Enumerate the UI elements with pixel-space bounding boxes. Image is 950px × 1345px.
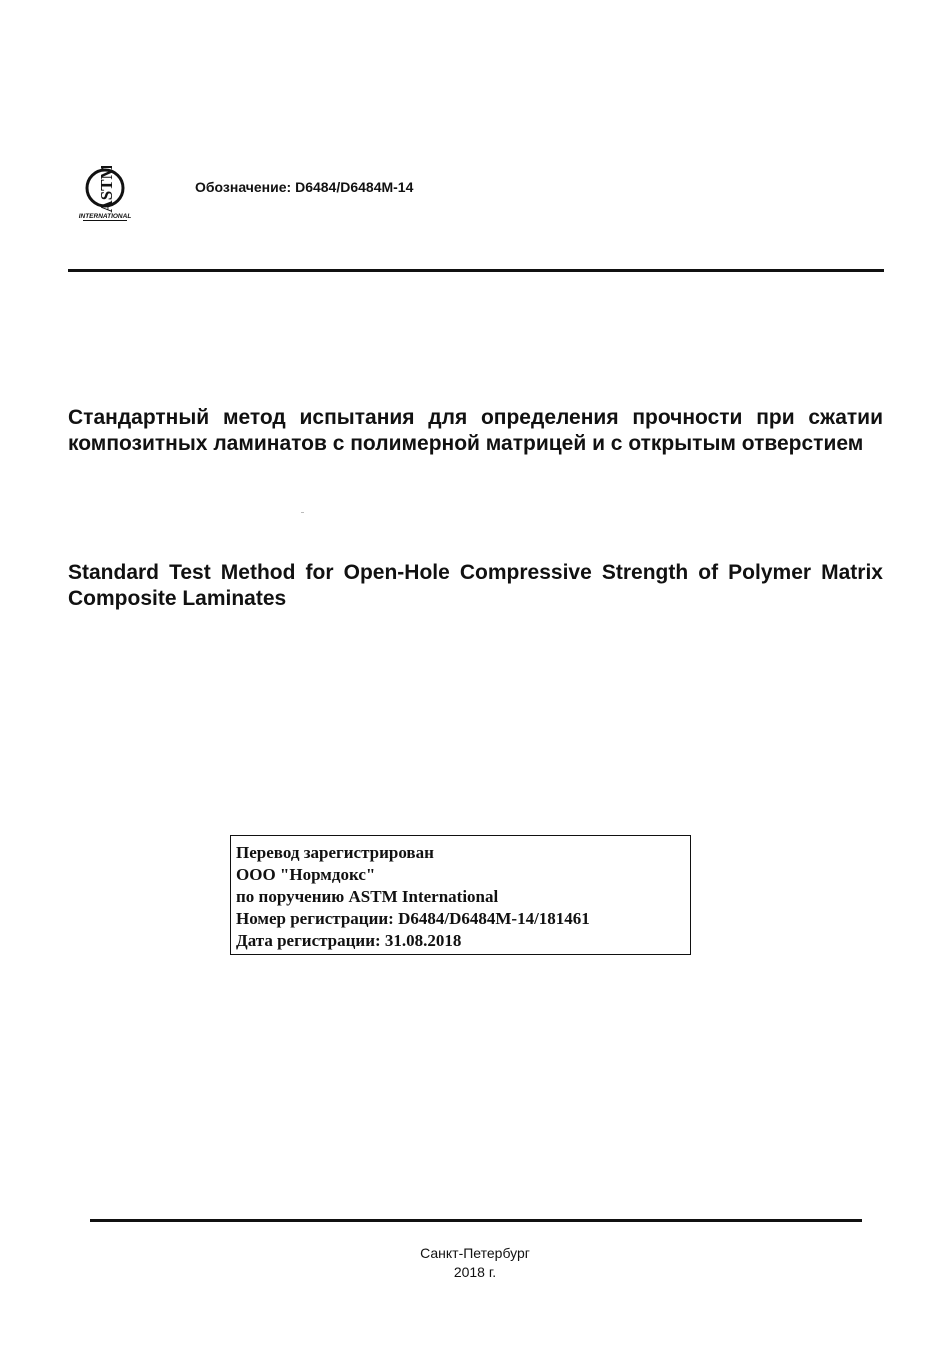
footer-year: 2018 г. <box>453 1264 497 1280</box>
designation-value: D6484/D6484M-14 <box>295 179 414 195</box>
designation-label: Обозначение: <box>195 179 292 195</box>
astm-logo-icon <box>78 166 132 222</box>
header-rule <box>68 269 884 272</box>
registration-line: Дата регистрации: 31.08.2018 <box>236 931 462 950</box>
footer-rule <box>90 1219 862 1222</box>
title-english: Standard Test Method for Open-Hole Compressive Strength of Polymer Matrix Composite Laminates <box>68 561 883 610</box>
logo-subtext: INTERNATIONAL <box>78 213 132 220</box>
registration-line: Номер регистрации: D6484/D6484M-14/181461 <box>236 909 590 928</box>
registration-line: Перевод зарегистрирован <box>236 843 434 862</box>
footer-city: Санкт-Петербург <box>420 1245 530 1261</box>
registration-line: по поручению ASTM International <box>236 887 499 906</box>
registration-box <box>230 835 691 955</box>
astm-logo <box>78 166 132 222</box>
designation <box>195 179 413 195</box>
logo-text: ASTM <box>97 166 116 213</box>
scan-speck <box>301 512 304 513</box>
footer-imprint <box>0 1244 950 1282</box>
registration-line: ООО "Нормдокс" <box>236 865 376 884</box>
title-russian: Стандартный метод испытания для определения прочности при сжатии композитных ламинатов с полимерной матрицей и с открытым отверстием <box>68 406 883 455</box>
